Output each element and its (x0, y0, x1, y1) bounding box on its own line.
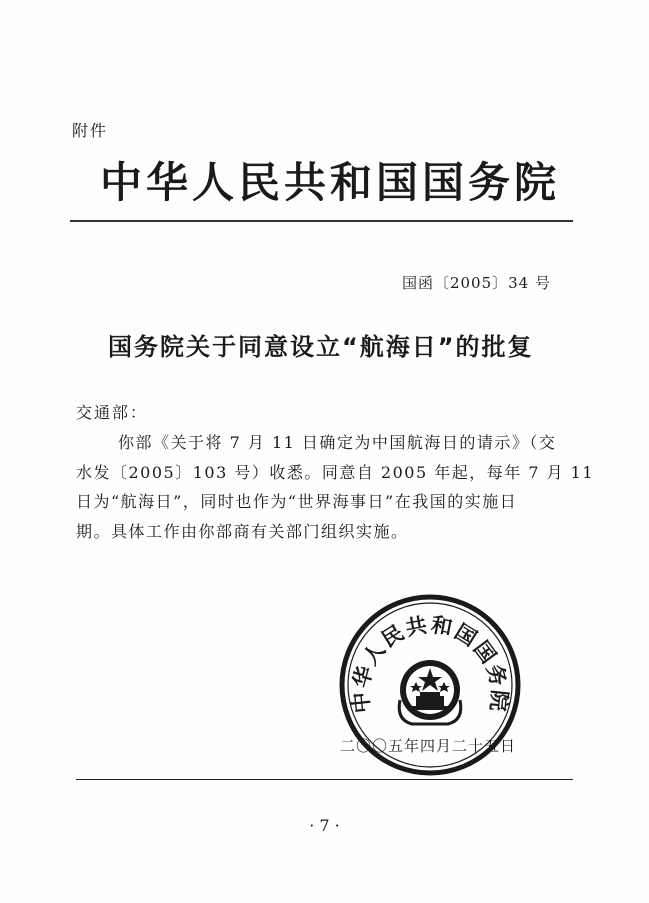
body-line: 你部《关于将 7 月 11 日确定为中国航海日的请示》（交 (118, 433, 557, 452)
body-paragraph (76, 428, 595, 546)
recipient: 交通部： (76, 403, 149, 422)
document-title: 国务院关于同意设立“航海日”的批复 (108, 333, 534, 361)
body-line: 水发〔2005〕103 号）收悉。同意自 2005 年起，每年 7 月 11 (76, 462, 595, 482)
header-divider (70, 220, 573, 222)
issue-date: 二〇〇五年四月二十五日 (340, 737, 517, 755)
document-number: 国函〔2005〕34 号 (401, 274, 551, 292)
body-line: 日为“航海日”，同时也作为“世界海事日”在我国的实施日 (76, 492, 518, 511)
footer-divider (76, 779, 573, 780)
attachment-label: 附件 (72, 121, 109, 140)
page-number: · 7 · (309, 816, 340, 835)
national-emblem-icon (399, 660, 461, 724)
issuer-header: 中华人民共和国国务院 (100, 158, 561, 207)
seal-text: 中华人民共和国国务院 (348, 612, 512, 715)
body-line: 期。具体工作由你部商有关部门组织实施。 (76, 521, 409, 541)
